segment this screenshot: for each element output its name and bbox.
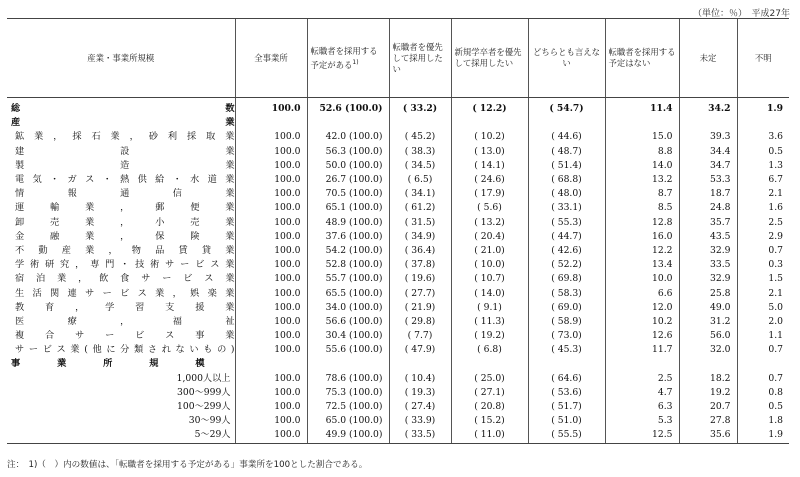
size-row [7,428,789,443]
cell-unknown: 1.8 [737,414,789,428]
row-label [7,187,235,201]
header-plan-label: 転職者を採用する予定がある [310,45,378,70]
cell-prio-new: ( 11.0) [451,428,528,443]
row-label [7,315,235,329]
cell-undecided: 35.6 [679,428,737,443]
cell-plan: 56.6 (100.0) [307,315,389,329]
header-plan [307,19,389,98]
cell-all: 100.0 [235,400,307,414]
cell-undecided: 32.0 [679,343,737,357]
header-no-plan: 転職者を採用する予定はない [605,19,679,98]
cell-prio-job: ( 45.2) [389,130,451,144]
cell-prio-new: ( 14.1) [451,159,528,173]
cell-prio-job: ( 7.7) [389,329,451,343]
cell-prio-job: ( 19.3) [389,386,451,400]
cell-all: 100.0 [235,372,307,386]
cell-either: ( 55.3) [528,216,605,230]
cell-no-plan: 10.2 [605,315,679,329]
cell-undecided: 35.7 [679,216,737,230]
cell-unknown: 2.1 [737,286,789,300]
row-label-text: 複 合 サ ー ビ ス 事 業 [15,330,235,342]
cell-no-plan: 4.7 [605,386,679,400]
cell-prio-job: ( 33.5) [389,428,451,443]
table-body [7,98,789,444]
footnote: 注： 1)（ ）内の数値は、「転職者を採用する予定がある」事業所を100とした割合である。 [7,460,368,470]
cell-unknown: 1.9 [737,428,789,443]
cell-no-plan: 8.8 [605,145,679,159]
industry-row [7,244,789,258]
cell-prio-new: ( 9.1) [451,301,528,315]
cell-either: ( 68.8) [528,173,605,187]
row-label: 300～999人 [177,386,231,398]
total-no-plan: 11.4 [605,102,679,116]
cell-either: ( 69.0) [528,301,605,315]
cell-plan: 26.7 (100.0) [307,173,389,187]
cell-either: ( 48.7) [528,145,605,159]
cell-no-plan: 14.0 [605,159,679,173]
cell-unknown: 2.0 [737,315,789,329]
row-label-text: 生 活 関 連 サ ー ビ ス 業 ， 娯 楽 業 [15,287,235,299]
cell-all: 100.0 [235,216,307,230]
cell-prio-new: ( 21.0) [451,244,528,258]
industry-row [7,145,789,159]
cell-plan: 52.8 (100.0) [307,258,389,272]
cell-unknown: 1.6 [737,201,789,215]
row-label [7,343,235,357]
cell-prio-new: ( 13.2) [451,216,528,230]
cell-plan: 72.5 (100.0) [307,400,389,414]
cell-all: 100.0 [235,428,307,443]
row-label: 100～299人 [177,401,231,413]
cell-all: 100.0 [235,272,307,286]
total-undecided: 34.2 [679,102,737,116]
cell-prio-new: ( 19.2) [451,329,528,343]
cell-undecided: 25.8 [679,286,737,300]
cell-either: ( 45.3) [528,343,605,357]
cell-no-plan: 12.8 [605,216,679,230]
cell-no-plan: 6.3 [605,400,679,414]
industry-header-right: 業 [225,117,235,129]
cell-plan: 48.9 (100.0) [307,216,389,230]
industry-header-label [7,116,235,130]
cell-no-plan: 6.6 [605,286,679,300]
industry-row [7,230,789,244]
cell-plan: 55.6 (100.0) [307,343,389,357]
cell-all: 100.0 [235,386,307,400]
cell-prio-job: ( 6.5) [389,173,451,187]
cell-unknown: 6.7 [737,173,789,187]
cell-prio-job: ( 38.3) [389,145,451,159]
cell-plan: 54.2 (100.0) [307,244,389,258]
cell-no-plan: 13.2 [605,173,679,187]
cell-either: ( 33.1) [528,201,605,215]
row-label-text: 宿 泊 業 ， 飲 食 サ ー ビ ス 業 [15,273,235,285]
cell-undecided: 56.0 [679,329,737,343]
cell-either: ( 73.0) [528,329,605,343]
cell-unknown: 0.3 [737,258,789,272]
cell-prio-new: ( 13.0) [451,145,528,159]
cell-all: 100.0 [235,230,307,244]
header-industry: 産業・事業所規模 [7,19,235,98]
row-label-text: 教 育 ， 学 習 支 援 業 [15,301,235,313]
total-either: ( 54.7) [528,102,605,116]
row-label [7,173,235,187]
row-label-text: サ ー ビ ス 業 ( 他 に 分 類 さ れ な い も の ) [15,344,235,356]
cell-plan: 55.7 (100.0) [307,272,389,286]
cell-plan: 49.9 (100.0) [307,428,389,443]
cell-either: ( 44.7) [528,230,605,244]
row-label-text: 建 設 業 [15,145,235,157]
cell-all: 100.0 [235,414,307,428]
cell-undecided: 18.2 [679,372,737,386]
total-prio-new: ( 12.2) [451,102,528,116]
total-label [7,102,235,116]
header-plan-sup: 1) [352,58,359,66]
industry-row [7,329,789,343]
unit-note: （単位：％） 平成27年 [693,9,790,19]
cell-all: 100.0 [235,315,307,329]
cell-unknown: 0.5 [737,145,789,159]
cell-prio-new: ( 14.0) [451,286,528,300]
total-label-left: 総 [11,103,21,115]
row-label-text: 鉱 業 ， 採 石 業 ， 砂 利 採 取 業 [15,131,235,143]
cell-prio-new: ( 20.4) [451,230,528,244]
cell-all: 100.0 [235,187,307,201]
cell-either: ( 58.3) [528,286,605,300]
cell-prio-job: ( 47.9) [389,343,451,357]
total-label-right: 数 [225,103,235,115]
cell-either: ( 64.6) [528,372,605,386]
cell-undecided: 18.7 [679,187,737,201]
cell-either: ( 42.6) [528,244,605,258]
cell-prio-job: ( 10.4) [389,372,451,386]
cell-either: ( 51.7) [528,400,605,414]
header-unknown: 不明 [737,19,789,98]
row-label: 1,000人以上 [176,372,231,384]
cell-prio-job: ( 34.9) [389,230,451,244]
size-row [7,414,789,428]
row-label-text: 医 療 ， 福 祉 [15,315,235,327]
cell-prio-job: ( 37.8) [389,258,451,272]
industry-row [7,286,789,300]
cell-no-plan: 8.7 [605,187,679,201]
cell-unknown: 1.3 [737,159,789,173]
cell-undecided: 49.0 [679,301,737,315]
row-label [7,130,235,144]
cell-prio-new: ( 20.8) [451,400,528,414]
size-row [7,372,789,386]
row-label-text: 運 輸 業 ， 郵 便 業 [15,202,235,214]
cell-undecided: 27.8 [679,414,737,428]
industry-header-row [7,116,789,130]
cell-unknown: 1.5 [737,272,789,286]
row-label [7,145,235,159]
header-prio-new: 新規学卒者を優先して採用したい [451,19,528,98]
total-all: 100.0 [235,102,307,116]
cell-either: ( 44.6) [528,130,605,144]
cell-unknown: 0.7 [737,343,789,357]
industry-row [7,130,789,144]
cell-unknown: 2.1 [737,187,789,201]
cell-either: ( 52.2) [528,258,605,272]
cell-no-plan: 13.4 [605,258,679,272]
cell-no-plan: 12.6 [605,329,679,343]
header-undecided: 未定 [679,19,737,98]
cell-all: 100.0 [235,343,307,357]
size-header-text: 事 業 所 規 模 [11,358,205,370]
cell-no-plan: 5.3 [605,414,679,428]
cell-undecided: 31.2 [679,315,737,329]
cell-prio-new: ( 17.9) [451,187,528,201]
cell-undecided: 53.3 [679,173,737,187]
cell-no-plan: 15.0 [605,130,679,144]
header-row [7,19,789,98]
cell-unknown: 0.7 [737,244,789,258]
cell-plan: 65.5 (100.0) [307,286,389,300]
cell-prio-new: ( 11.3) [451,315,528,329]
row-label-text: 電 気 ・ ガ ス ・ 熱 供 給 ・ 水 道 業 [15,174,235,186]
cell-all: 100.0 [235,258,307,272]
cell-undecided: 32.9 [679,272,737,286]
row-label [7,286,235,300]
cell-prio-job: ( 61.2) [389,201,451,215]
industry-row [7,258,789,272]
row-label [7,159,235,173]
cell-no-plan: 11.7 [605,343,679,357]
cell-plan: 56.3 (100.0) [307,145,389,159]
cell-prio-new: ( 25.0) [451,372,528,386]
cell-all: 100.0 [235,329,307,343]
header-all: 全事業所 [235,19,307,98]
size-header-row [7,357,789,371]
cell-plan: 34.0 (100.0) [307,301,389,315]
cell-prio-new: ( 10.2) [451,130,528,144]
cell-all: 100.0 [235,286,307,300]
row-label [7,258,235,272]
cell-prio-job: ( 31.5) [389,216,451,230]
row-label-text: 卸 売 業 ， 小 売 業 [15,216,235,228]
cell-undecided: 34.7 [679,159,737,173]
row-label-text: 金 融 業 ， 保 険 業 [15,230,235,242]
cell-unknown: 1.1 [737,329,789,343]
cell-prio-job: ( 27.4) [389,400,451,414]
cell-prio-job: ( 21.9) [389,301,451,315]
industry-row [7,301,789,315]
cell-prio-job: ( 33.9) [389,414,451,428]
industry-row [7,159,789,173]
cell-either: ( 55.5) [528,428,605,443]
cell-all: 100.0 [235,130,307,144]
cell-unknown: 2.5 [737,216,789,230]
size-header-label [7,357,235,371]
total-plan: 52.6 (100.0) [307,102,389,116]
size-row [7,400,789,414]
cell-either: ( 51.4) [528,159,605,173]
cell-plan: 75.3 (100.0) [307,386,389,400]
row-label-text: 情 報 通 信 業 [15,188,235,200]
cell-prio-job: ( 29.8) [389,315,451,329]
cell-undecided: 20.7 [679,400,737,414]
cell-all: 100.0 [235,145,307,159]
cell-either: ( 69.8) [528,272,605,286]
row-label-text: 不 動 産 業 ， 物 品 賃 貸 業 [15,244,235,256]
cell-either: ( 48.0) [528,187,605,201]
cell-undecided: 24.8 [679,201,737,215]
cell-prio-new: ( 27.1) [451,386,528,400]
industry-row [7,315,789,329]
cell-no-plan: 12.5 [605,428,679,443]
cell-unknown: 3.6 [737,130,789,144]
industry-header-left: 産 [11,117,21,129]
cell-prio-new: ( 15.2) [451,414,528,428]
industry-row [7,173,789,187]
row-label [7,329,235,343]
cell-prio-new: ( 5.6) [451,201,528,215]
cell-plan: 65.1 (100.0) [307,201,389,215]
cell-plan: 50.0 (100.0) [307,159,389,173]
cell-plan: 30.4 (100.0) [307,329,389,343]
cell-undecided: 32.9 [679,244,737,258]
cell-prio-new: ( 10.0) [451,258,528,272]
row-label [7,201,235,215]
cell-all: 100.0 [235,244,307,258]
cell-unknown: 0.8 [737,386,789,400]
row-label: 30～99人 [188,415,231,427]
cell-no-plan: 10.0 [605,272,679,286]
total-unknown: 1.9 [737,102,789,116]
cell-unknown: 0.7 [737,372,789,386]
cell-no-plan: 12.2 [605,244,679,258]
row-label-text: 学 術 研 究 ， 専 門 ・ 技 術 サ ー ビ ス 業 [15,259,235,271]
cell-prio-new: ( 10.7) [451,272,528,286]
cell-no-plan: 16.0 [605,230,679,244]
total-prio-job: ( 33.2) [389,102,451,116]
cell-all: 100.0 [235,301,307,315]
data-table [7,18,789,444]
cell-no-plan: 2.5 [605,372,679,386]
industry-row [7,272,789,286]
size-row [7,386,789,400]
cell-prio-job: ( 27.7) [389,286,451,300]
cell-unknown: 5.0 [737,301,789,315]
cell-plan: 42.0 (100.0) [307,130,389,144]
cell-prio-job: ( 34.1) [389,187,451,201]
cell-plan: 70.5 (100.0) [307,187,389,201]
cell-plan: 65.0 (100.0) [307,414,389,428]
cell-unknown: 2.9 [737,230,789,244]
cell-undecided: 33.5 [679,258,737,272]
cell-undecided: 34.4 [679,145,737,159]
cell-no-plan: 12.0 [605,301,679,315]
cell-no-plan: 8.5 [605,201,679,215]
row-label [7,216,235,230]
header-prio-job: 転職者を優先して採用したい [389,19,451,98]
row-label: 5～29人 [7,428,235,443]
industry-row [7,343,789,357]
cell-all: 100.0 [235,173,307,187]
cell-either: ( 53.6) [528,386,605,400]
industry-row [7,187,789,201]
cell-all: 100.0 [235,159,307,173]
cell-prio-job: ( 34.5) [389,159,451,173]
cell-either: ( 58.9) [528,315,605,329]
cell-prio-new: ( 24.6) [451,173,528,187]
row-label [7,230,235,244]
total-row [7,102,789,116]
cell-undecided: 43.5 [679,230,737,244]
row-label [7,244,235,258]
cell-prio-job: ( 19.6) [389,272,451,286]
row-label-text: 製 造 業 [15,159,235,171]
cell-unknown: 0.5 [737,400,789,414]
cell-prio-new: ( 6.8) [451,343,528,357]
cell-either: ( 51.0) [528,414,605,428]
cell-plan: 78.6 (100.0) [307,372,389,386]
industry-row [7,216,789,230]
row-label [7,272,235,286]
industry-row [7,201,789,215]
header-either: どちらとも言えない [528,19,605,98]
cell-undecided: 39.3 [679,130,737,144]
cell-prio-job: ( 36.4) [389,244,451,258]
cell-plan: 37.6 (100.0) [307,230,389,244]
cell-undecided: 19.2 [679,386,737,400]
cell-all: 100.0 [235,201,307,215]
row-label [7,301,235,315]
